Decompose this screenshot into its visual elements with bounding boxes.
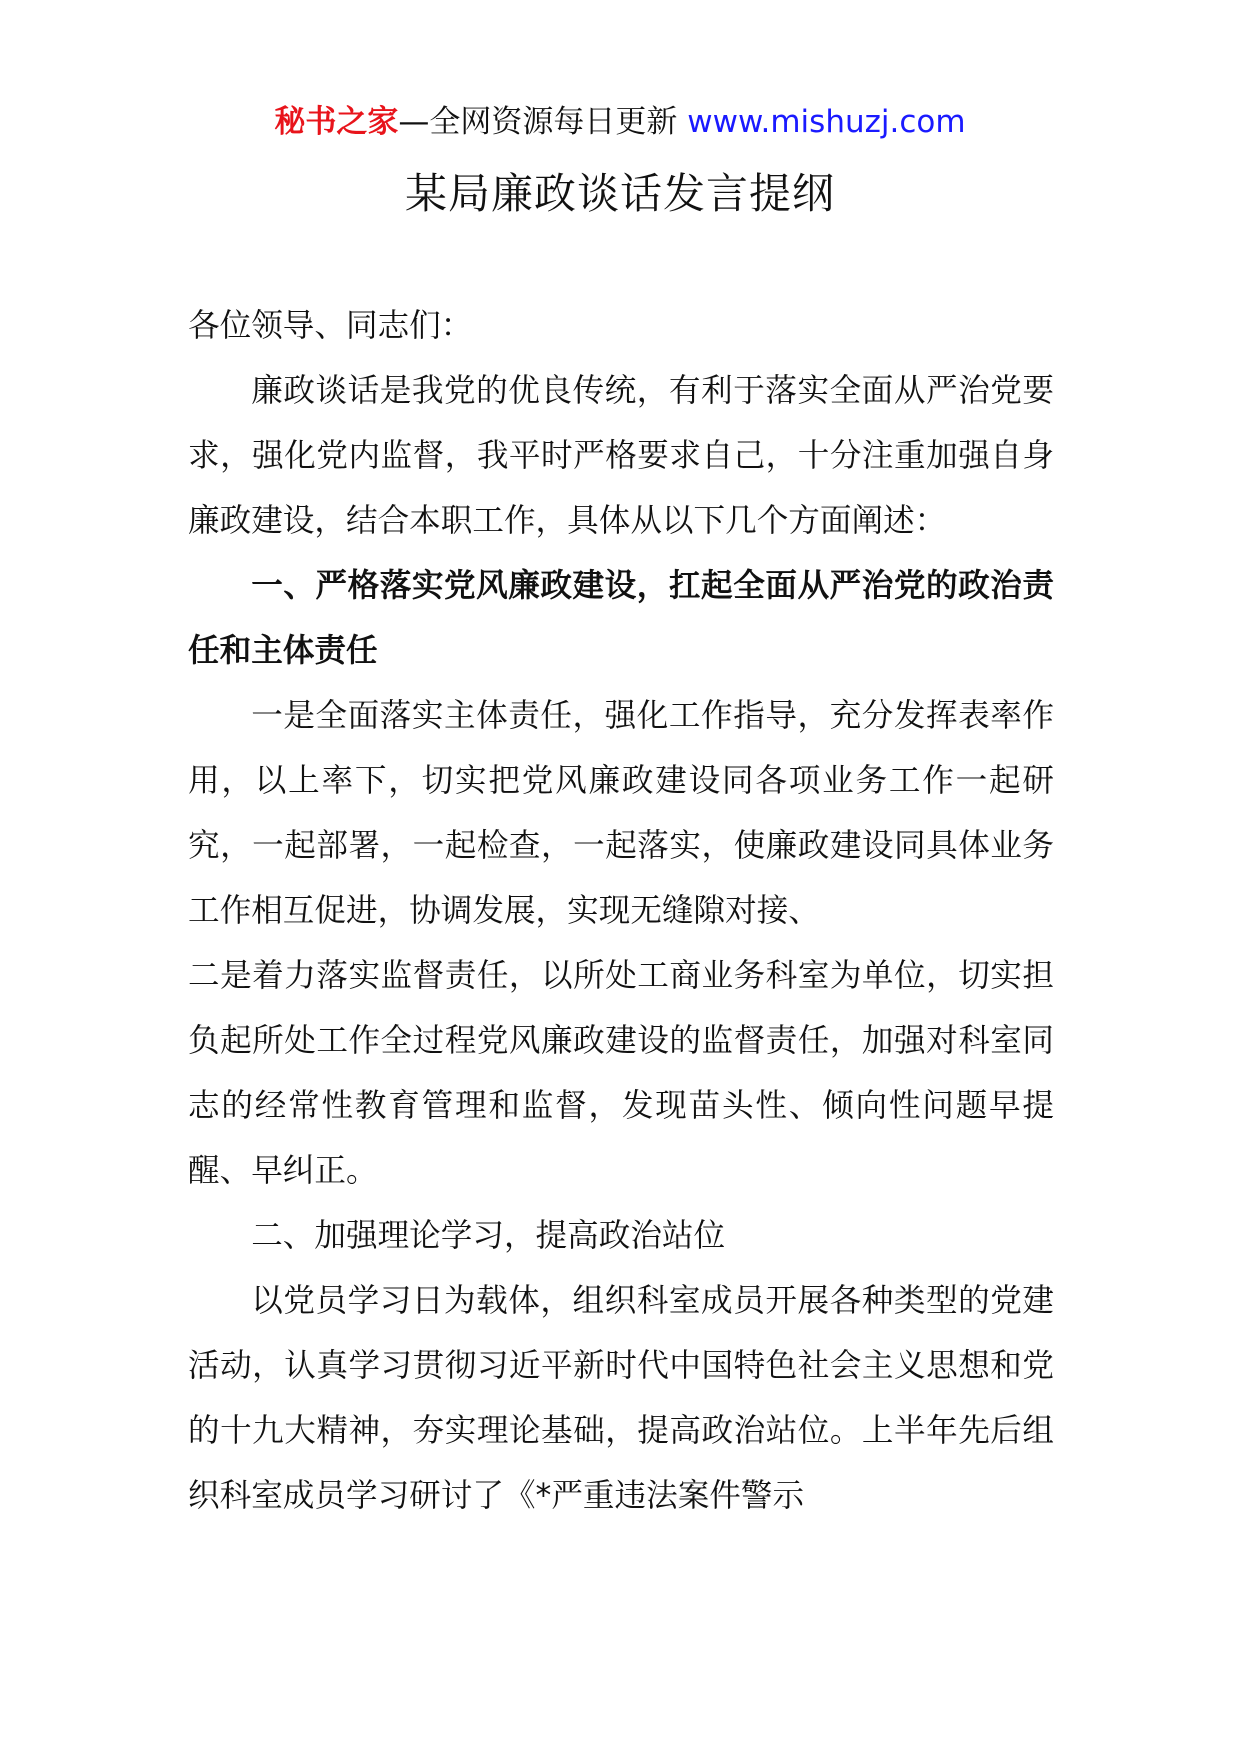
- paragraph-intro: 廉政谈话是我党的优良传统，有利于落实全面从严治党要求，强化党内监督，我平时严格要求自己，十分注重加强自身廉政建设，结合本职工作，具体从以下几个方面阐述：: [188, 373, 1054, 539]
- paragraph-supervision-responsibility: 二是着力落实监督责任，以所处工商业务科室为单位，切实担负起所处工作全过程党风廉政建设的监督责任，加强对科室同志的经常性教育管理和监督，发现苗头性、倾向性问题早提醒、早纠正。: [188, 958, 1054, 1189]
- document-title: 某局廉政谈话发言提纲: [404, 169, 835, 218]
- site-banner: [0, 100, 1240, 144]
- document-body: [188, 294, 1054, 1529]
- section-heading-2: 二、加强理论学习，提高政治站位: [251, 1218, 726, 1254]
- site-url-link[interactable]: www.mishuzj.com: [687, 104, 966, 140]
- paragraph-subject-responsibility: 一是全面落实主体责任，强化工作指导，充分发挥表率作用，以上率下，切实把党风廉政建设同各项业务工作一起研究，一起部署，一起检查，一起落实，使廉政建设同具体业务工作相互促进，协调发展，实现无缝隙对接、: [188, 698, 1054, 929]
- salutation: 各位领导、同志们：: [188, 308, 473, 344]
- section-heading-1: 一、严格落实党风廉政建设，扛起全面从严治党的政治责任和主体责任: [188, 568, 1054, 669]
- banner-slogan: —全网资源每日更新: [398, 104, 688, 140]
- brand-name: 秘书之家: [274, 104, 399, 140]
- paragraph-theory-study: 以党员学习日为载体，组织科室成员开展各种类型的党建活动，认真学习贯彻习近平新时代中国特色社会主义思想和党的十九大精神，夯实理论基础，提高政治站位。上半年先后组织科室成员学习研讨了《*严重违法案件警示: [188, 1283, 1054, 1514]
